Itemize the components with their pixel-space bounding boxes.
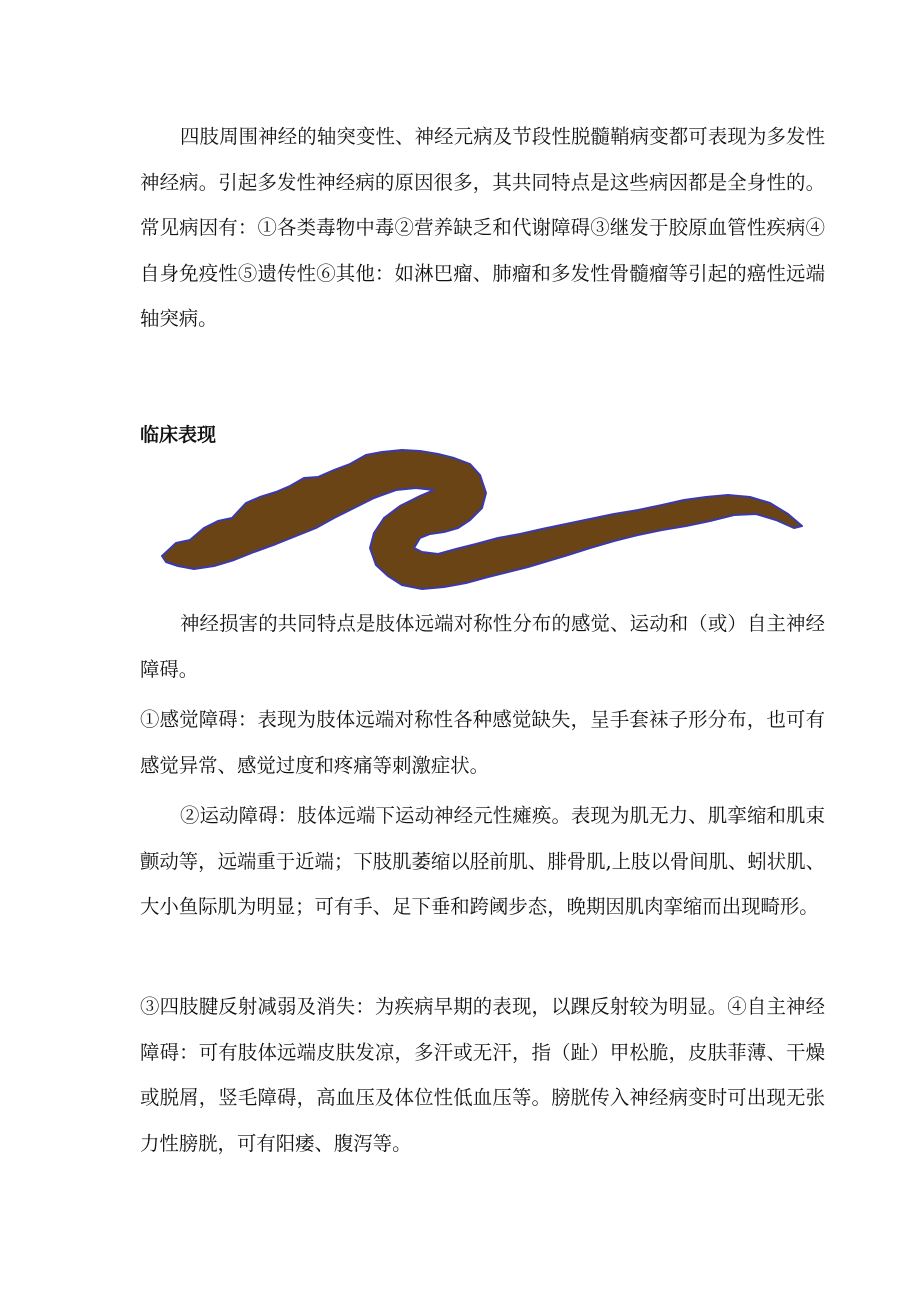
motor-disorder-paragraph: ②运动障碍：肢体远端下运动神经元性瘫痪。表现为肌无力、肌挛缩和肌束颤动等，远端重于近端；下肢肌萎缩以胫前肌、腓骨肌,上肢以骨间肌、蚓状肌、大小鱼际肌为明显；可有手、足下垂和跨阈步态，晚期因肌肉挛缩而出现畸形。 — [140, 804, 825, 918]
common-features-paragraph: 神经损害的共同特点是肢体远端对称性分布的感觉、运动和（或）自主神经障碍。 — [140, 612, 825, 681]
section-heading: 临床表现 — [140, 424, 217, 446]
brush-stroke-shape — [162, 450, 802, 589]
intro-paragraph: 四肢周围神经的轴突变性、神经元病及节段性脱髓鞘病变都可表现为多发性神经病。引起多发性神经病的原因很多，其共同特点是这些病因都是全身性的。常见病因有：①各类毒物中毒②营养缺乏和代谢障碍③继发于胶原血管性疾病④自身免疫性⑤遗传性⑥其他：如淋巴瘤、肺瘤和多发性骨髓瘤等引起的癌性远端轴突病。 — [140, 125, 825, 330]
reflex-autonomic-paragraph: ③四肢腱反射减弱及消失：为疾病早期的表现，以踝反射较为明显。④自主神经障碍：可有肢体远端皮肤发凉，多汗或无汗，指（趾）甲松脆，皮肤菲薄、干燥或脱屑，竖毛障碍，高血压及体位性低血压等。膀胱传入神经病变时可出现无张力性膀胱，可有阳痿、腹泻等。 — [140, 995, 825, 1155]
sensory-disorder-paragraph: ①感觉障碍：表现为肢体远端对称性各种感觉缺失，呈手套袜子形分布，也可有感觉异常、感觉过度和疼痛等刺激症状。 — [140, 708, 825, 777]
brush-stroke-divider — [158, 448, 806, 596]
